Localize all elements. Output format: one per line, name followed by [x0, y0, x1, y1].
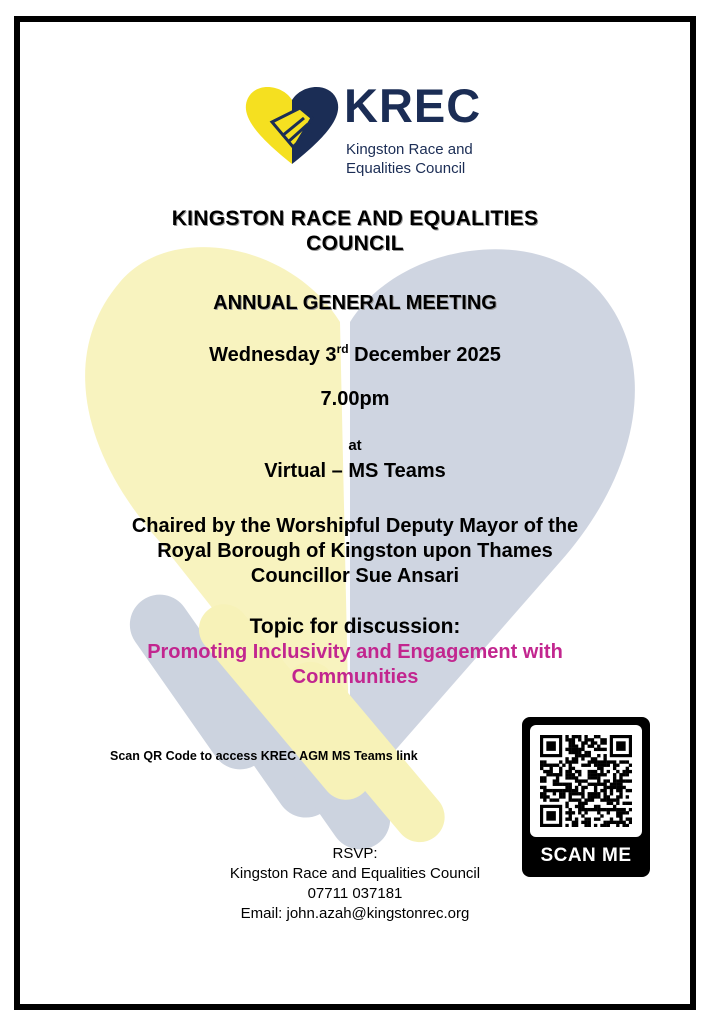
meeting-title: ANNUAL GENERAL MEETING	[213, 292, 497, 314]
flyer-frame	[14, 16, 696, 1010]
scan-me-label: SCAN ME	[540, 845, 632, 866]
qr-instruction: Scan QR Code to access KREC AGM MS Teams link	[110, 749, 418, 763]
topic-text	[20, 640, 690, 690]
handshake-heart-icon	[242, 78, 342, 168]
chair-line-3: Councillor Sue Ansari	[250, 565, 460, 587]
chair-block	[20, 514, 690, 589]
rsvp-phone: 07711 037181	[307, 885, 403, 902]
krec-logo	[242, 78, 502, 188]
date-suffix: rd	[336, 342, 349, 356]
meeting-venue: Virtual – MS Teams	[264, 460, 446, 482]
rsvp-organisation: Kingston Race and Equalities Council	[229, 865, 481, 882]
logo-title: KREC	[344, 79, 482, 132]
meeting-time: 7.00pm	[320, 388, 390, 410]
date-weekday: Wednesday 3	[209, 344, 337, 366]
date-rest: December 2025	[348, 344, 501, 366]
topic-label: Topic for discussion:	[249, 615, 461, 638]
meeting-date	[20, 344, 690, 368]
at-label: at	[348, 437, 362, 454]
qr-code-icon	[540, 735, 632, 827]
topic-line-1: Promoting Inclusivity and Engagement with	[147, 641, 563, 663]
chair-line-1: Chaired by the Worshipful Deputy Mayor of the	[131, 515, 579, 537]
logo-subtitle: Kingston Race and Equalities Council	[346, 141, 473, 177]
rsvp-label: RSVP:	[332, 845, 378, 862]
organisation-name: KINGSTON RACE AND EQUALITIES COUNCIL	[171, 207, 539, 255]
topic-line-2: Communities	[291, 666, 419, 688]
rsvp-email[interactable]: Email: john.azah@kingstonrec.org	[240, 905, 470, 922]
chair-line-2: Royal Borough of Kingston upon Thames	[157, 540, 553, 562]
qr-code[interactable]	[530, 725, 642, 837]
